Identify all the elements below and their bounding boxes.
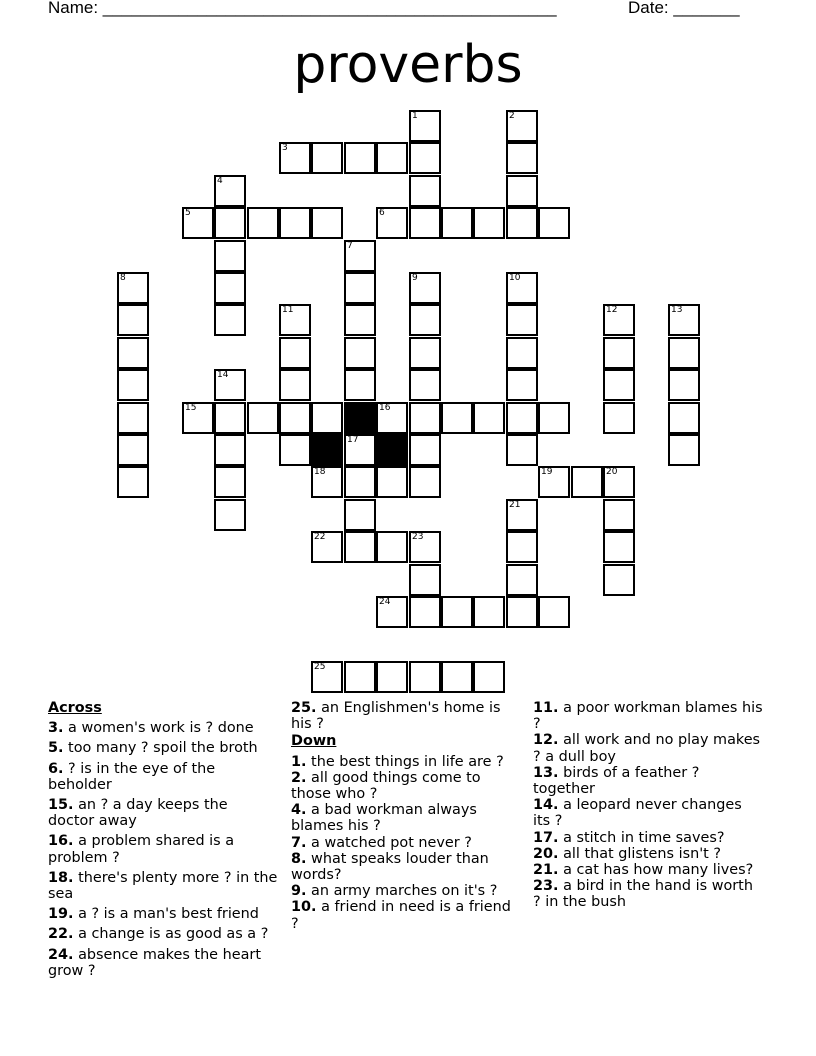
grid-cell[interactable] [409,531,441,563]
grid-cell[interactable] [117,304,149,336]
grid-cell[interactable] [506,272,538,304]
grid-cell[interactable] [214,304,246,336]
clue-item [291,835,521,851]
grid-cell[interactable] [409,207,441,239]
clue-number: 9 [412,273,418,283]
grid-cell[interactable] [603,531,635,563]
clues-column-2 [291,700,521,932]
grid-cell[interactable] [506,564,538,596]
clue-item-number: 24. [48,946,74,963]
clue-item-text: an army marches on it's ? [306,883,498,900]
clue-item [291,851,521,883]
grid-cell[interactable] [182,207,214,239]
clue-item [48,797,278,829]
clue-item-text: a bird in the hand is worth ? in the bush [533,878,753,911]
grid-cell[interactable] [344,272,376,304]
grid-cell[interactable] [344,466,376,498]
grid-cell[interactable] [214,434,246,466]
grid-cell[interactable] [506,207,538,239]
grid-cell[interactable] [603,402,635,434]
clue-item [533,765,763,797]
grid-cell[interactable] [279,369,311,401]
clue-number: 6 [379,208,385,218]
clue-item-number: 23. [533,878,559,895]
grid-cell[interactable] [311,466,343,498]
clue-item [533,862,763,878]
grid-cell[interactable] [117,337,149,369]
clue-item-text: birds of a feather ? together [533,764,700,798]
name-field: Name: ________________________________________________ [48,0,557,17]
clue-item-text: a change is as good as a ? [73,926,269,943]
grid-cell[interactable] [409,369,441,401]
grid-cell[interactable] [376,596,408,628]
clue-item [48,870,278,902]
clue-item [533,846,763,862]
grid-cell[interactable] [117,434,149,466]
grid-cell[interactable] [409,142,441,174]
clue-item-text: ? is in the eye of the beholder [48,760,216,793]
clue-item [291,770,521,802]
black-cell [344,402,376,434]
clue-number: 14 [217,370,229,380]
grid-cell[interactable] [603,304,635,336]
clue-item-text: a friend in need is a friend ? [291,899,511,932]
grid-cell[interactable] [506,142,538,174]
clue-item-number: 14. [533,797,559,814]
clue-item-number: 20. [533,845,559,862]
grid-cell[interactable] [344,369,376,401]
clue-item-text: a cat has how many lives? [558,862,754,879]
clue-item-text: a problem shared is a problem ? [48,833,235,866]
grid-cell[interactable] [376,402,408,434]
clue-number: 1 [412,111,418,121]
clue-number: 5 [185,208,191,218]
clue-item-text: what speaks louder than words? [291,850,489,884]
clue-item-text: all work and no play makes ? a dull boy [533,732,761,765]
clue-number: 3 [282,143,288,153]
clue-item [533,700,763,732]
grid-cell[interactable] [311,402,343,434]
clue-item-number: 2. [291,769,307,786]
clue-item-number: 25. [291,700,317,716]
grid-cell[interactable] [279,337,311,369]
grid-cell[interactable] [603,369,635,401]
clue-item [533,830,763,846]
clue-number: 21 [509,500,521,510]
grid-cell[interactable] [214,466,246,498]
grid-cell[interactable] [538,596,570,628]
grid-cell[interactable] [117,369,149,401]
grid-cell[interactable] [441,596,473,628]
clue-item-number: 21. [533,862,559,879]
grid-cell[interactable] [409,596,441,628]
clue-item [48,833,278,865]
clue-item-number: 18. [48,869,74,886]
grid-cell[interactable] [441,207,473,239]
grid-cell[interactable] [214,272,246,304]
grid-cell[interactable] [506,175,538,207]
clue-item [48,761,278,793]
clue-number: 25 [314,662,326,672]
clue-item [291,700,521,732]
clue-item [48,740,278,756]
grid-cell[interactable] [506,369,538,401]
grid-cell[interactable] [311,207,343,239]
grid-cell[interactable] [603,466,635,498]
date-field: Date: _______ [628,0,740,17]
across-heading: Across [48,700,102,716]
clue-item-number: 6. [48,760,64,777]
grid-cell[interactable] [214,240,246,272]
clue-number: 8 [120,273,126,283]
clue-item [48,926,278,942]
grid-cell[interactable] [506,402,538,434]
clue-number: 24 [379,597,391,607]
grid-cell[interactable] [344,304,376,336]
grid-cell[interactable] [376,466,408,498]
clue-number: 23 [412,532,424,542]
grid-cell[interactable] [409,272,441,304]
grid-cell[interactable] [409,466,441,498]
grid-cell[interactable] [409,175,441,207]
clue-item-text: absence makes the heart grow ? [48,946,261,979]
grid-cell[interactable] [441,661,473,693]
clue-item-number: 1. [291,753,307,770]
grid-cell[interactable] [668,369,700,401]
down-heading: Down [291,733,337,750]
clue-item [533,797,763,829]
clue-item-number: 9. [291,883,307,900]
grid-cell[interactable] [409,434,441,466]
clues-column-1 [48,700,278,983]
grid-cell[interactable] [117,466,149,498]
clue-number: 15 [185,403,197,413]
clue-item-text: too many ? spoil the broth [63,740,258,757]
clue-item-number: 12. [533,732,559,749]
grid-cell[interactable] [538,466,570,498]
grid-cell[interactable] [409,564,441,596]
clue-item-number: 7. [291,834,307,851]
clue-item-number: 16. [48,833,74,850]
grid-cell[interactable] [117,402,149,434]
grid-cell[interactable] [311,531,343,563]
grid-cell[interactable] [214,207,246,239]
clue-item-number: 19. [48,906,74,923]
clue-item-number: 4. [291,802,307,819]
grid-cell[interactable] [473,402,505,434]
grid-cell[interactable] [506,337,538,369]
clue-item-text: a women's work is ? done [63,720,254,737]
clues-column-3 [533,700,763,911]
clue-item-text: all good things come to those who ? [291,769,481,803]
clue-number: 16 [379,403,391,413]
grid-cell[interactable] [538,207,570,239]
grid-cell[interactable] [279,207,311,239]
clue-item-text: a leopard never changes its ? [533,797,742,830]
grid-cell[interactable] [344,240,376,272]
clue-item-number: 3. [48,720,64,737]
clue-item-number: 8. [291,850,307,867]
grid-cell[interactable] [506,434,538,466]
grid-cell[interactable] [214,499,246,531]
clue-item-text: all that glistens isn't ? [558,845,722,862]
grid-cell[interactable] [344,661,376,693]
clue-item-number: 17. [533,829,559,846]
grid-cell[interactable] [409,304,441,336]
clue-number: 17 [347,435,359,445]
clue-item [48,720,278,736]
clue-item-text: a ? is a man's best friend [73,906,259,923]
clue-number: 20 [606,467,618,477]
grid-cell[interactable] [214,369,246,401]
grid-cell[interactable] [376,531,408,563]
grid-cell[interactable] [247,207,279,239]
clue-item-number: 15. [48,797,74,814]
page-title: proverbs [293,35,523,95]
grid-cell[interactable] [473,207,505,239]
grid-cell[interactable] [409,661,441,693]
clue-item-text: an Englishmen's home is his ? [291,700,501,733]
grid-cell[interactable] [247,402,279,434]
clue-number: 2 [509,111,515,121]
grid-cell[interactable] [603,499,635,531]
grid-cell[interactable] [344,337,376,369]
clue-item-text: a poor workman blames his ? [533,700,763,733]
clue-number: 22 [314,532,326,542]
black-cell [376,434,408,466]
grid-cell[interactable] [344,531,376,563]
grid-cell[interactable] [182,402,214,434]
grid-cell[interactable] [279,434,311,466]
grid-cell[interactable] [506,110,538,142]
clue-item-text: an ? a day keeps the doctor away [48,797,228,830]
clue-item [533,732,763,764]
grid-cell[interactable] [668,434,700,466]
clue-item-number: 5. [48,740,64,757]
grid-cell[interactable] [409,110,441,142]
clue-number: 18 [314,467,326,477]
grid-cell[interactable] [473,596,505,628]
grid-cell[interactable] [376,142,408,174]
clue-item [291,883,521,899]
clue-item-text: a watched pot never ? [306,834,472,851]
clue-number: 13 [671,305,683,315]
grid-cell[interactable] [506,304,538,336]
grid-cell[interactable] [506,531,538,563]
grid-cell[interactable] [668,337,700,369]
grid-cell[interactable] [279,402,311,434]
grid-cell[interactable] [279,142,311,174]
clue-number: 19 [541,467,553,477]
clue-number: 7 [347,241,353,251]
grid-cell[interactable] [344,499,376,531]
grid-cell[interactable] [538,402,570,434]
grid-cell[interactable] [409,402,441,434]
clue-item-text: a bad workman always blames his ? [291,802,477,835]
clue-item [291,899,521,931]
clue-number: 12 [606,305,618,315]
grid-cell[interactable] [214,402,246,434]
clue-item-number: 11. [533,700,559,716]
grid-cell[interactable] [214,175,246,207]
clue-item [291,802,521,834]
grid-cell[interactable] [311,142,343,174]
grid-cell[interactable] [506,499,538,531]
clue-item-text: a stitch in time saves? [558,829,725,846]
clue-number: 10 [509,273,521,283]
grid-cell[interactable] [311,661,343,693]
clue-item [533,878,763,910]
grid-cell[interactable] [668,402,700,434]
clue-item-number: 22. [48,926,74,943]
grid-cell[interactable] [376,207,408,239]
grid-cell[interactable] [344,142,376,174]
clue-item [48,947,278,979]
grid-cell[interactable] [506,596,538,628]
clue-number: 11 [282,305,294,315]
grid-cell[interactable] [344,434,376,466]
clue-item-number: 10. [291,899,317,916]
clue-item-text: the best things in life are ? [306,753,504,770]
grid-cell[interactable] [603,564,635,596]
grid-cell[interactable] [603,337,635,369]
clue-item [48,906,278,922]
grid-cell[interactable] [117,272,149,304]
clue-item-text: there's plenty more ? in the sea [48,869,278,903]
clue-number: 4 [217,176,223,186]
grid-cell[interactable] [441,402,473,434]
grid-cell[interactable] [473,661,505,693]
grid-cell[interactable] [409,337,441,369]
grid-cell[interactable] [376,661,408,693]
grid-cell[interactable] [279,304,311,336]
grid-cell[interactable] [571,466,603,498]
clue-item-number: 13. [533,764,559,781]
grid-cell[interactable] [668,304,700,336]
black-cell [311,434,343,466]
clue-item [291,754,521,770]
